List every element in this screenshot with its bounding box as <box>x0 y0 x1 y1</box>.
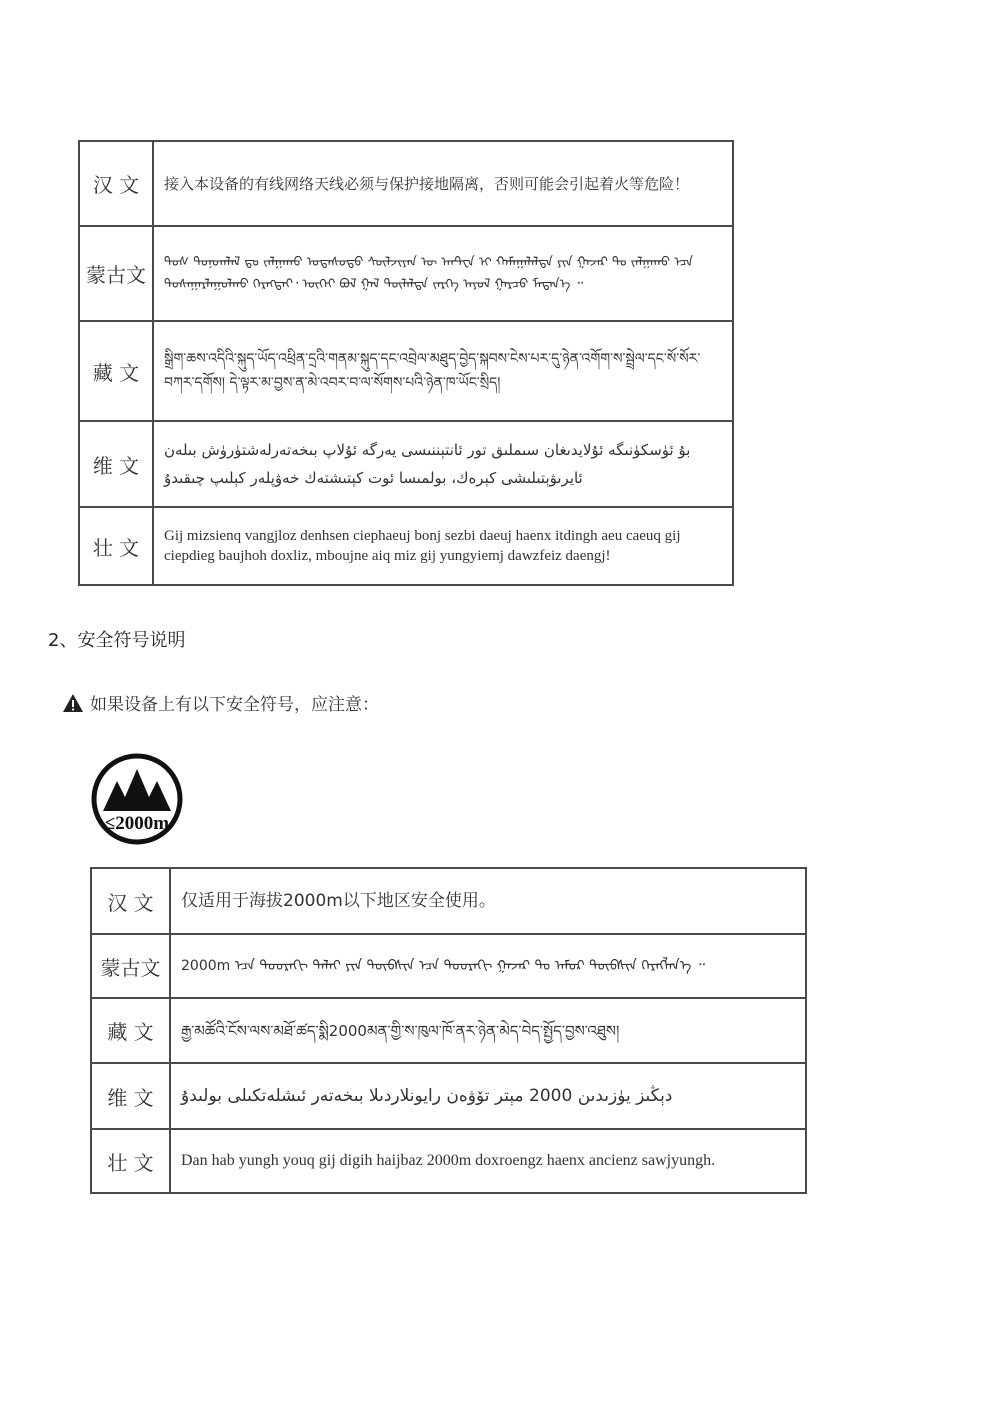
table-row <box>91 868 806 934</box>
safety-notice <box>62 690 379 715</box>
language-label: 壮 文 <box>91 1129 170 1193</box>
table-row <box>91 934 806 998</box>
section-heading: 2、安全符号说明 <box>48 630 186 651</box>
altitude-text-uyghur: دېڭىز يۈزىدىن 2000 مېتر تۆۋەن رايونلاردىلا بىخەتەر ئىشلەتكىلى بولىدۇ <box>170 1063 806 1129</box>
language-label: 藏 文 <box>79 321 153 421</box>
warning-text-tibetan: སྒྲིག་ཆས་འདིའི་སྐུད་ཡོད་འཕྲིན་དྲའི་གནམ་སྐུད་དང་འབྲེལ་མཐུད་བྱེད་སྐབས་ངེས་པར་དུ་ཉེན་འགོག་ས་སྦྲེལ་དང་སོ་སོར་བཀར་དགོས། དེ་ལྟར་མ་བྱས་ན་མེ་འབར་བ་ལ་སོགས་པའི་ཉེན་ཁ་ཡོང་སྲིད། <box>153 321 733 421</box>
altitude-2000m-icon <box>91 753 183 845</box>
language-label: 维 文 <box>79 421 153 507</box>
language-label: 蒙古文 <box>91 934 170 998</box>
table-row <box>79 321 733 421</box>
warning-text-chinese: 接入本设备的有线网络天线必须与保护接地隔离，否则可能会引起着火等危险！ <box>153 141 733 226</box>
warning-text-zhuang: Gij mizsienq vangjloz denhsen ciephaeuj bonj sezbi daeuj haenx itdingh aeu caeuq gij ciepdieg baujhoh doxliz, mboujne aiq miz gij yungyiemj dawzfeiz daengj! <box>153 507 733 585</box>
table-row <box>91 1129 806 1193</box>
language-label: 汉 文 <box>91 868 170 934</box>
table-row <box>79 141 733 226</box>
language-label: 维 文 <box>91 1063 170 1129</box>
warning-text-mongolian: ᠲᠤᠰ ᠲᠣᠨᠤᠭᠯᠠᠯ ᠳᠤ ᠵᠠᠯᠭᠠᠬᠤ ᠤᠲᠠᠰᠤᠲᠤ ᠰᠦᠯᠵᠢᠶᠡᠨ ᠦ ᠠᠨᠲ᠋ᠧᠨ ᠢ ᠬᠠᠮᠠᠭᠠᠯᠠᠯᠲᠠ ᠶᠢᠨ ᠭᠠᠵᠠᠷ ᠲᠤ ᠵᠠᠯᠭᠠᠬᠤ ᠡᠴᠡ ᠲᠤᠰᠠᠭᠠᠷᠯᠠᠭᠤᠯᠬᠤ ᠬᠡᠷᠡᠭᠲᠡᠢ᠂ ᠦᠭᠡᠢ ᠪᠣᠯ ᠭᠠᠯ ᠲᠦᠯᠡᠯᠲᠡ ᠵᠡᠷᠭᠡ ᠠᠶᠤᠯ ᠭᠠᠷᠴᠤ ᠮᠡᠳᠡᠨ᠎ᠡ ᠃ <box>153 226 733 321</box>
table-row <box>79 507 733 585</box>
altitude-label: ≤2000m <box>104 813 170 834</box>
warning-triangle-icon <box>62 693 84 713</box>
altitude-text-mongolian: 2000m ᠡᠴᠡ ᠳᠣᠣᠷᠠᠬᠢ ᠳᠠᠯᠠᠢ ᠶᠢᠨ ᠲᠦᠪᠰᠢᠨ ᠡᠴᠡ ᠳᠣᠣᠷᠠᠬᠢ ᠭᠠᠵᠠᠷ ᠲᠤ ᠠᠮᠤᠷ ᠲᠦᠪᠰᠢᠨ ᠬᠡᠷᠡᠭᠯᠡᠨ᠎ᠡ ᠃ <box>170 934 806 998</box>
table-row <box>91 1063 806 1129</box>
altitude-text-zhuang: Dan hab yungh youq gij digih haijbaz 2000m doxroengz haenx ancienz sawjyungh. <box>170 1129 806 1193</box>
language-label: 壮 文 <box>79 507 153 585</box>
safety-notice-text: 如果设备上有以下安全符号，应注意： <box>90 695 379 715</box>
altitude-text-chinese: 仅适用于海拔2000m以下地区安全使用。 <box>170 868 806 934</box>
language-label: 蒙古文 <box>79 226 153 321</box>
warning-table-antenna <box>78 140 734 586</box>
table-row <box>79 226 733 321</box>
language-label: 藏 文 <box>91 998 170 1063</box>
table-row <box>91 998 806 1063</box>
table-row <box>79 421 733 507</box>
altitude-table <box>90 867 807 1194</box>
language-label: 汉 文 <box>79 141 153 226</box>
warning-text-uyghur: بۇ ئۈسكۈنىگە ئۇلايدىغان سىملىق تور ئانتېننىسى يەرگە ئۇلاپ بىخەتەرلەشتۈرۈش بىلەن ئايرىۋېتىلىشى كېرەك، بولمىسا ئوت كېتىشتەك خەۋپلەر كېلىپ چىقىدۇ <box>153 421 733 507</box>
altitude-text-tibetan: རྒྱ་མཚོའི་ངོས་ལས་མཐོ་ཚད་སྨི2000མན་གྱི་ས་ཁུལ་ཁོ་ནར་ཉེན་མེད་བེད་སྤྱོད་བྱས་འཐུས། <box>170 998 806 1063</box>
